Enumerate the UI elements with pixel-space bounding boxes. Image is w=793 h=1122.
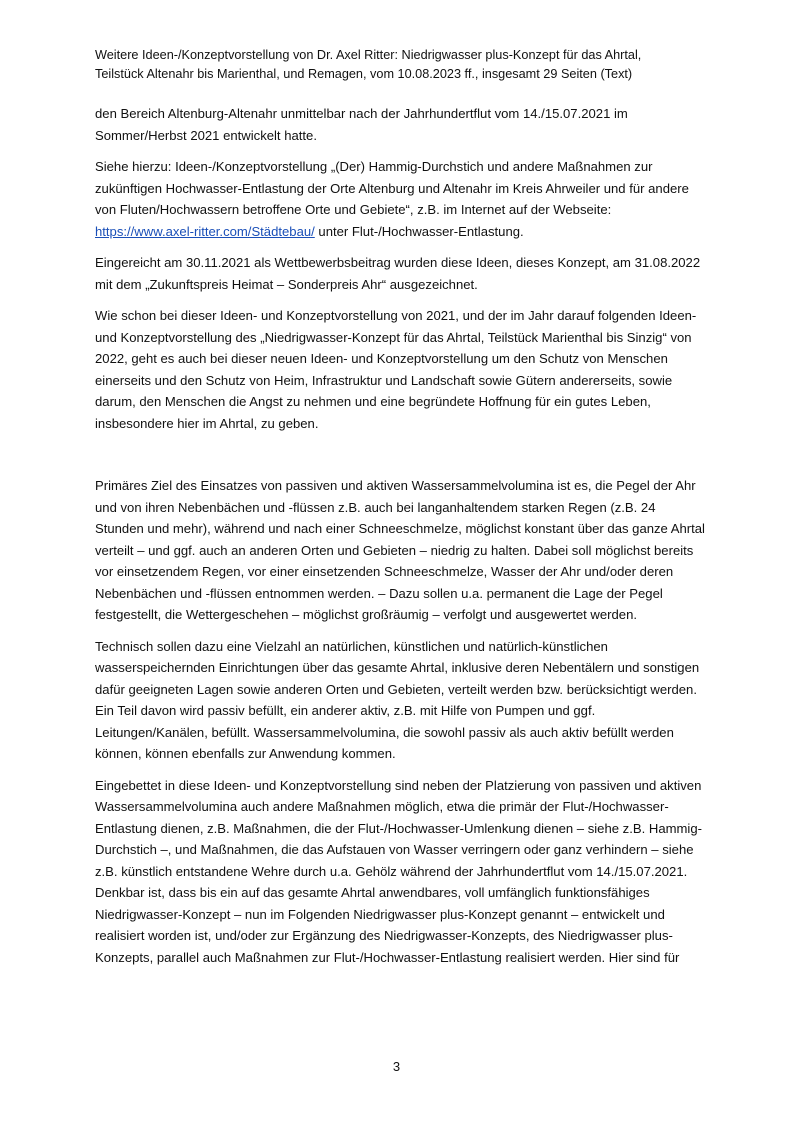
website-link[interactable]: https://www.axel-ritter.com/Städtebau/	[95, 223, 315, 239]
paragraph-6: Technisch sollen dazu eine Vielzahl an natürlichen, künstlichen und natürlich-künstlichen wasserspeichernden Einrichtungen über das gesamte Ahrtal, inklusive deren Nebentälern und sonstigen dafür geeigneten Lagen sowie anderen Orten und Gebieten, verteilt werden bzw. berücksichtigt werden. Ein Teil davon wird passiv befüllt, ein anderer aktiv, z.B. mit Hilfe von Pumpen und ggf. Leitungen/Kanälen, befüllt. Wassersammelvolumina, die sowohl passiv als auch aktiv befüllt werden können, können ebenfalls zur Anwendung kommen.	[95, 638, 700, 761]
paragraph-2	[95, 156, 705, 242]
paragraph-2-tail: unter Flut-/Hochwasser-Entlastung.	[314, 223, 524, 239]
paragraph-1: den Bereich Altenburg-Altenahr unmittelbar nach der Jahrhundertflut vom 14./15.07.2021 im Sommer/Herbst 2021 entwickelt hatte.	[95, 106, 628, 143]
paragraph-3: Eingereicht am 30.11.2021 als Wettbewerbsbeitrag wurden diese Ideen, dieses Konzept, am 31.08.2022 mit dem „Zukunftspreis Heimat – Sonderpreis Ahr“ ausgezeichnet.	[95, 255, 701, 292]
header-line-1: Weitere Ideen-/Konzeptvorstellung von Dr. Axel Ritter: Niedrigwasser plus-Konzept für das Ahrtal,	[95, 48, 642, 62]
paragraph-2-text: Siehe hierzu: Ideen-/Konzeptvorstellung „(Der) Hammig-Durchstich und andere Maßnahmen zur zukünftigen Hochwasser-Entlastung der Orte Altenburg und Altenahr im Kreis Ahrweiler und für andere von Fluten/Hochwassern betroffene Orte und Gebiete“, z.B. im Internet auf der Webseite:	[95, 159, 689, 217]
paragraph-7: Eingebettet in diese Ideen- und Konzeptvorstellung sind neben der Platzierung von passiven und aktiven Wassersammelvolumina auch andere Maßnahmen möglich, etwa die primär der Flut-/Hochwasser-Entlastung dienen, z.B. Maßnahmen, die der Flut-/Hochwasser-Umlenkung dienen – siehe z.B. Hammig-Durchstich –, und Maßnahmen, die das Aufstauen von Wasser verringern oder ganz verhindern – siehe z.B. künstlich entstandene Wehre durch u.a. Gehölz während der Jahrhundertflut vom 14./15.07.2021. Denkbar ist, dass bis ein auf das gesamte Ahrtal anwendbares, voll umfänglich funktionsfähiges Niedrigwasser-Konzept – nun im Folgenden Niedrigwasser plus-Konzept genannt – entwickelt und realisiert worden ist, und/oder zur Ergänzung des Niedrigwasser-Konzepts, des Niedrigwasser plus-Konzepts, parallel auch Maßnahmen zur Flut-/Hochwasser-Entlastung realisiert werden. Hier sind für	[95, 777, 702, 965]
paragraph-5: Primäres Ziel des Einsatzes von passiven und aktiven Wassersammelvolumina ist es, die Pegel der Ahr und von ihren Nebenbächen und -flüssen z.B. auch bei langanhaltendem starken Regen (z.B. 24 Stunden und mehr), während und nach einer Schneeschmelze, möglichst konstant über das ganze Ahrtal verteilt – und ggf. auch an anderen Orten und Gebieten – niedrig zu halten. Dabei soll möglichst bereits vor einsetzendem Regen, vor einer einsetzenden Schneeschmelze, Wasser der Ahr und/oder deren Nebenbächen und -flüssen entnommen werden. – Dazu sollen u.a. permanent die Lage der Pegel festgestellt, die Wettergeschehen – möglichst großräumig – verfolgt und ausgewertet werden.	[95, 478, 705, 622]
paragraph-4: Wie schon bei dieser Ideen- und Konzeptvorstellung von 2021, und der im Jahr darauf folgenden Ideen- und Konzeptvorstellung des „Niedrigwasser-Konzept für das Ahrtal, Teilstück Marienthal bis Sinzig“ von 2022, geht es auch bei dieser neuen Ideen- und Konzeptvorstellung um den Schutz von Menschen einerseits und den Schutz von Heim, Infrastruktur und Landschaft sowie Gütern andererseits, sowie darum, den Menschen die Angst zu nehmen und eine begründete Hoffnung für ein gutes Leben, insbesondere hier im Ahrtal, zu geben.	[95, 308, 697, 431]
page-number: 3	[392, 1059, 401, 1074]
document-body	[95, 103, 705, 978]
header-line-2: Teilstück Altenahr bis Marienthal, und Remagen, vom 10.08.2023 ff., insgesamt 29 Seiten (Text)	[95, 67, 633, 81]
running-header	[95, 46, 715, 84]
